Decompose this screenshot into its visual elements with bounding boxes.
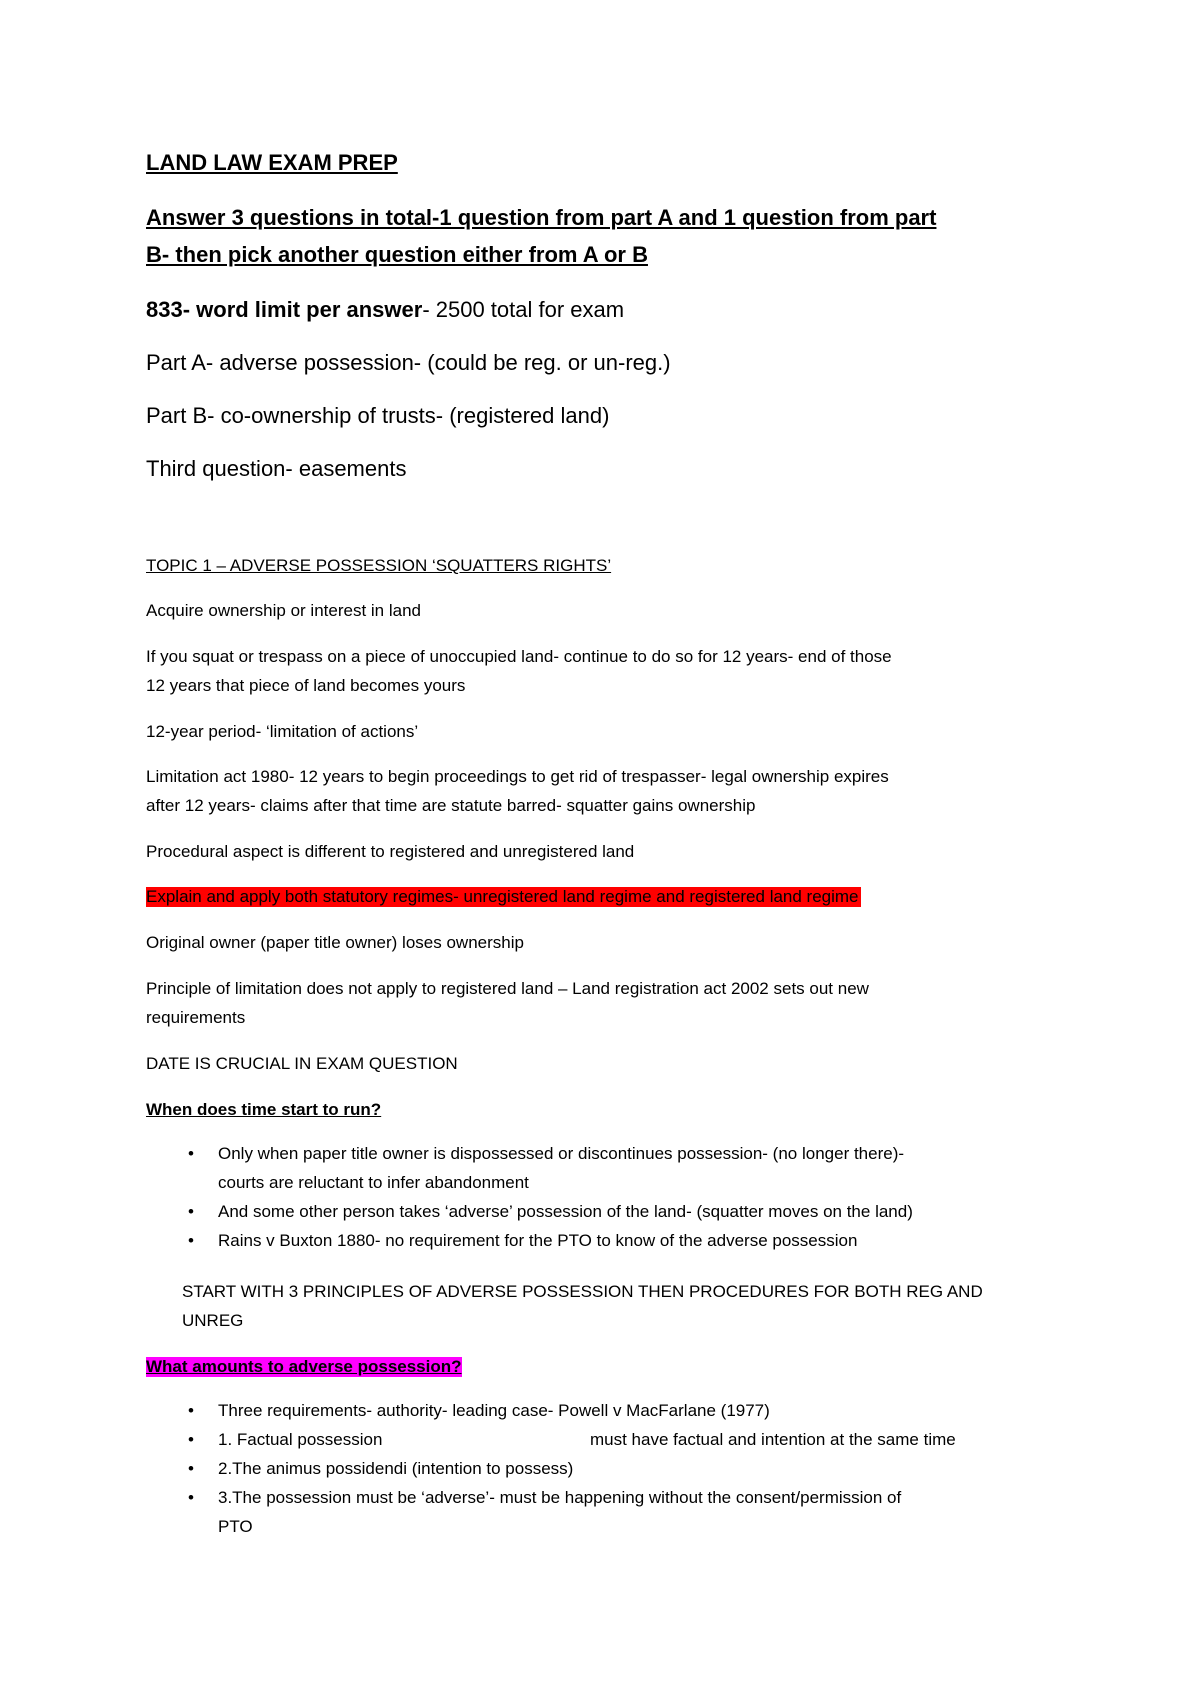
word-limit	[146, 297, 624, 323]
list-item: 3.The possession must be ‘adverse’- must be happening without the consent/permission of	[218, 1488, 902, 1507]
start-note-line-1: START WITH 3 PRINCIPLES OF ADVERSE POSSESSION THEN PROCEDURES FOR BOTH REG AND	[182, 1282, 983, 1301]
list-item: 2.The animus possidendi (intention to possess)	[218, 1459, 574, 1478]
start-note-line-2: UNREG	[182, 1311, 244, 1330]
paragraph-2-line-1: If you squat or trespass on a piece of unoccupied land- continue to do so for 12 years- end of those	[146, 647, 892, 666]
paragraph-7: Original owner (paper title owner) loses ownership	[146, 933, 524, 952]
bullet-glyph: •	[188, 1144, 194, 1163]
document-title: LAND LAW EXAM PREP	[146, 150, 398, 175]
paragraph-4-line-1: Limitation act 1980- 12 years to begin proceedings to get rid of trespasser- legal ownership expires	[146, 767, 889, 786]
paragraph-3: 12-year period- ‘limitation of actions’	[146, 722, 419, 741]
bullet-glyph: •	[188, 1430, 194, 1449]
list-item-continued: PTO	[218, 1517, 253, 1536]
paragraph-5: Procedural aspect is different to registered and unregistered land	[146, 842, 635, 861]
list-item: Three requirements- authority- leading case- Powell v MacFarlane (1977)	[218, 1401, 770, 1420]
part-a: Part A- adverse possession- (could be reg. or un-reg.)	[146, 350, 671, 375]
list-item: Rains v Buxton 1880- no requirement for the PTO to know of the adverse possession	[218, 1231, 858, 1250]
bullet-glyph: •	[188, 1231, 194, 1250]
heading-time-start: When does time start to run?	[146, 1100, 382, 1119]
paragraph-9: DATE IS CRUCIAL IN EXAM QUESTION	[146, 1054, 458, 1073]
word-limit-bold: 833- word limit per answer	[146, 297, 423, 322]
bullet-glyph: •	[188, 1202, 194, 1221]
paragraph-8-line-2: requirements	[146, 1008, 246, 1027]
heading-what-amounts: What amounts to adverse possession?	[146, 1357, 462, 1376]
instructions-line-2: B- then pick another question either from A or B	[146, 242, 648, 267]
bullet-glyph: •	[188, 1459, 194, 1478]
list-item-side-note: must have factual and intention at the same time	[590, 1430, 956, 1449]
list-item: Only when paper title owner is dispossessed or discontinues possession- (no longer there)-	[218, 1144, 905, 1163]
list-item: 1. Factual possession	[218, 1430, 383, 1449]
paragraph-1: Acquire ownership or interest in land	[146, 601, 421, 620]
instructions-line-1: Answer 3 questions in total-1 question from part A and 1 question from part	[146, 205, 937, 230]
part-b: Part B- co-ownership of trusts- (registered land)	[146, 403, 610, 428]
topic-1-heading: TOPIC 1 – ADVERSE POSSESSION ‘SQUATTERS RIGHTS’	[146, 556, 612, 575]
list-item-continued: courts are reluctant to infer abandonment	[218, 1173, 529, 1192]
paragraph-2-line-2: 12 years that piece of land becomes yours	[146, 676, 466, 695]
paragraph-4-line-2: after 12 years- claims after that time are statute barred- squatter gains ownership	[146, 796, 756, 815]
third-question: Third question- easements	[146, 456, 407, 481]
list-item: And some other person takes ‘adverse’ possession of the land- (squatter moves on the land)	[218, 1202, 913, 1221]
highlighted-instruction: Explain and apply both statutory regimes- unregistered land regime and registered land regime	[146, 887, 859, 906]
bullet-glyph: •	[188, 1401, 194, 1420]
word-limit-rest: - 2500 total for exam	[422, 297, 625, 322]
paragraph-8-line-1: Principle of limitation does not apply to registered land – Land registration act 2002 sets out new	[146, 979, 869, 998]
bullet-glyph: •	[188, 1488, 194, 1507]
